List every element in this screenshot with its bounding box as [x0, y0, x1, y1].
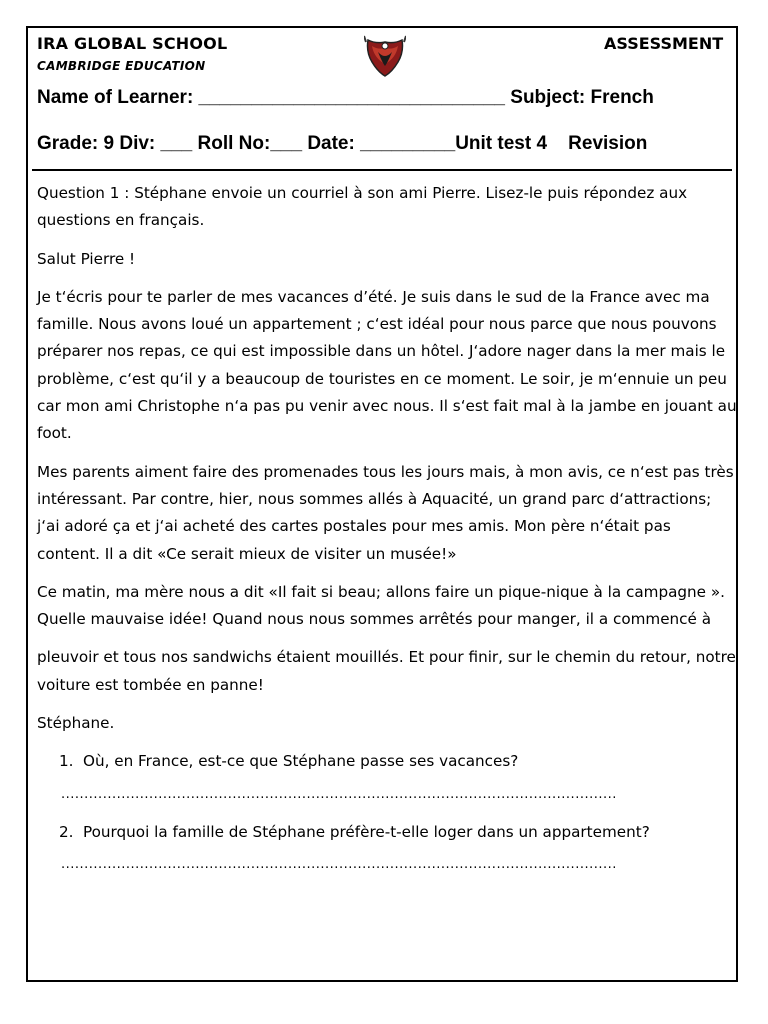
question-content: [37, 180, 737, 889]
learner-subject-line: Name of Learner: _____________________________ Subject: French: [37, 87, 654, 108]
header-divider: [32, 169, 732, 171]
email-paragraph-4: pleuvoir et tous nos sandwichs étaient mouillés. Et pour finir, sur le chemin du retour, notre voiture est tombée en panne!: [37, 648, 736, 694]
email-paragraph-2: Mes parents aiment faire des promenades tous les jours mais, à mon avis, ce n‘est pas très intéressant. Par contre, hier, nous sommes allés à Aquacité, un grand parc d‘attractions; j‘ai adoré ça et j‘ai acheté des cartes postales pour mes amis. Mon père n‘était pas content. Il a dit «Ce serait mieux de visiter un musée!»: [37, 462, 734, 563]
question-number: 2.: [59, 822, 74, 841]
email-signature: Stéphane.: [37, 714, 115, 733]
assessment-label: ASSESSMENT: [604, 34, 724, 53]
board-name: CAMBRIDGE EDUCATION: [37, 59, 206, 73]
email-paragraph-1: Je t‘écris pour te parler de mes vacances d’été. Je suis dans le sud de la France avec ma famille. Nous avons loué un appartement ; c‘est idéal pour nous parce que nous pouvons préparer nos repas, ce qui est impossible dans un hôtel. J‘adore nager dans la mer mais le problème, c‘est qu‘il y a beaucoup de touristes en ce moment. Le soir, je m‘ennuie un peu car mon ami Christophe n‘a pas pu venir avec nous. Il s‘est fait mal à la jambe en jouant au foot.: [37, 287, 737, 443]
grade-line: Grade: 9 Div: ___ Roll No:___ Date: _________Unit test 4 Revision: [37, 133, 648, 154]
question-text: Où, en France, est-ce que Stéphane passe ses vacances?: [83, 752, 519, 771]
email-greeting: Salut Pierre !: [37, 249, 136, 268]
answer-line[interactable]: ........................................................................................................................: [61, 856, 617, 872]
question-intro: Question 1 : Stéphane envoie un courriel à son ami Pierre. Lisez-le puis répondez aux questions en français.: [37, 184, 688, 230]
question-text: Pourquoi la famille de Stéphane préfère-t-elle loger dans un appartement?: [83, 822, 650, 841]
school-crest-icon: [364, 32, 406, 78]
answer-line[interactable]: ........................................................................................................................: [61, 786, 617, 802]
school-name: IRA GLOBAL SCHOOL: [37, 34, 228, 53]
question-item: [59, 819, 737, 846]
question-list: [37, 748, 737, 875]
email-paragraph-3: Ce matin, ma mère nous a dit «Il fait si beau; allons faire un pique-nique à la campagne ». Quelle mauvaise idée! Quand nous nous sommes arrêtés pour manger, il a commencé à: [37, 582, 725, 629]
question-number: 1.: [59, 752, 74, 771]
question-item: [59, 748, 737, 775]
